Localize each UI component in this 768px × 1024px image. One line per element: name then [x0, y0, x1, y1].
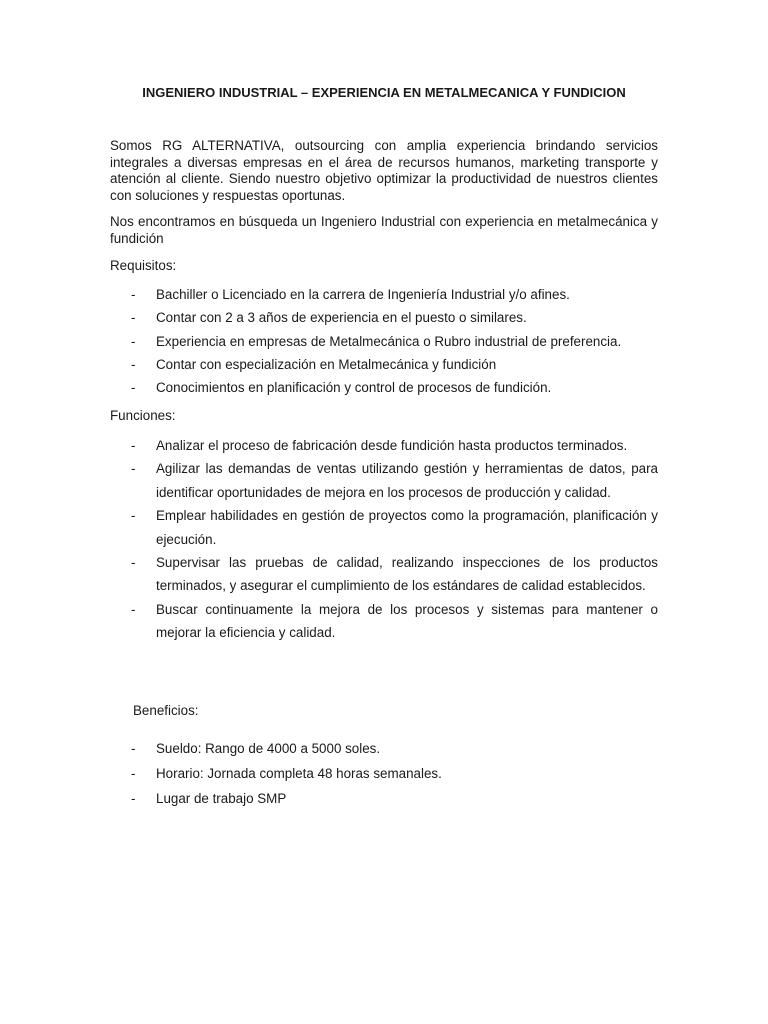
list-item-text: Bachiller o Licenciado en la carrera de Ingeniería Industrial y/o afines.: [156, 287, 570, 302]
list-item-text: Contar con especialización en Metalmecánica y fundición: [156, 356, 497, 372]
list-item-text: Sueldo: Rango de 4000 a 5000 soles.: [156, 741, 381, 756]
list-item: [110, 598, 658, 645]
list-item: [110, 283, 658, 306]
funciones-heading: Funciones:: [110, 408, 176, 423]
list-item: [110, 504, 658, 551]
intro-paragraph: Somos RG ALTERNATIVA, outsourcing con amplia experiencia brindando servicios integrales a diversas empresas en el área de recursos humanos, marketing transporte y atención al cliente. Siendo nuestro objetivo optimizar la productividad de nuestros clientes con soluciones y respuestas oportunas.: [110, 138, 658, 203]
funciones-list: [110, 434, 658, 645]
beneficios-list: [110, 736, 658, 811]
list-item: [110, 736, 658, 761]
bullet-dash: -: [131, 356, 136, 372]
bullet-dash: -: [131, 287, 136, 302]
list-item: [110, 551, 658, 598]
document-title: INGENIERO INDUSTRIAL – EXPERIENCIA EN METALMECANICA Y FUNDICION: [142, 85, 626, 100]
list-item: [110, 434, 658, 457]
list-item-text: Supervisar las pruebas de calidad, realizando inspecciones de los productos terminados, y asegurar el cumplimiento de los estándares de calidad establecidos.: [156, 555, 658, 594]
list-item: [110, 330, 658, 353]
list-item-text: Conocimientos en planificación y control de procesos de fundición.: [156, 380, 552, 396]
list-item: [110, 786, 658, 811]
list-item-text: Experiencia en empresas de Metalmecánica o Rubro industrial de preferencia.: [156, 333, 622, 349]
list-item: [110, 761, 658, 786]
list-item-text: Lugar de trabajo SMP: [156, 791, 287, 806]
bullet-dash: -: [131, 741, 136, 756]
list-item-text: Agilizar las demandas de ventas utilizando gestión y herramientas de datos, para identificar oportunidades de mejora en los procesos de producción y calidad.: [156, 461, 658, 500]
beneficios-heading: Beneficios:: [133, 703, 199, 718]
bullet-dash: -: [131, 555, 136, 571]
bullet-dash: -: [131, 791, 136, 806]
requisitos-heading: Requisitos:: [110, 258, 177, 273]
bullet-dash: -: [131, 333, 136, 349]
requisitos-list: [110, 283, 658, 399]
bullet-dash: -: [131, 310, 136, 326]
list-item-text: Horario: Jornada completa 48 horas semanales.: [156, 766, 442, 781]
list-item: [110, 306, 658, 329]
list-item: [110, 457, 658, 504]
list-item-text: Buscar continuamente la mejora de los procesos y sistemas para mantener o mejorar la eficiencia y calidad.: [156, 601, 658, 641]
search-paragraph: Nos encontramos en búsqueda un Ingeniero Industrial con experiencia en metalmecánica y fundición: [110, 214, 658, 246]
bullet-dash: -: [131, 766, 136, 781]
bullet-dash: -: [131, 601, 136, 617]
bullet-dash: -: [131, 380, 136, 396]
list-item-text: Contar con 2 a 3 años de experiencia en el puesto o similares.: [156, 310, 527, 326]
bullet-dash: -: [131, 461, 136, 477]
list-item: [110, 353, 658, 376]
bullet-dash: -: [131, 508, 136, 524]
list-item-text: Emplear habilidades en gestión de proyectos como la programación, planificación y ejecución.: [156, 508, 658, 547]
list-item-text: Analizar el proceso de fabricación desde fundición hasta productos terminados.: [156, 438, 628, 453]
list-item: [110, 376, 658, 399]
bullet-dash: -: [131, 438, 136, 453]
